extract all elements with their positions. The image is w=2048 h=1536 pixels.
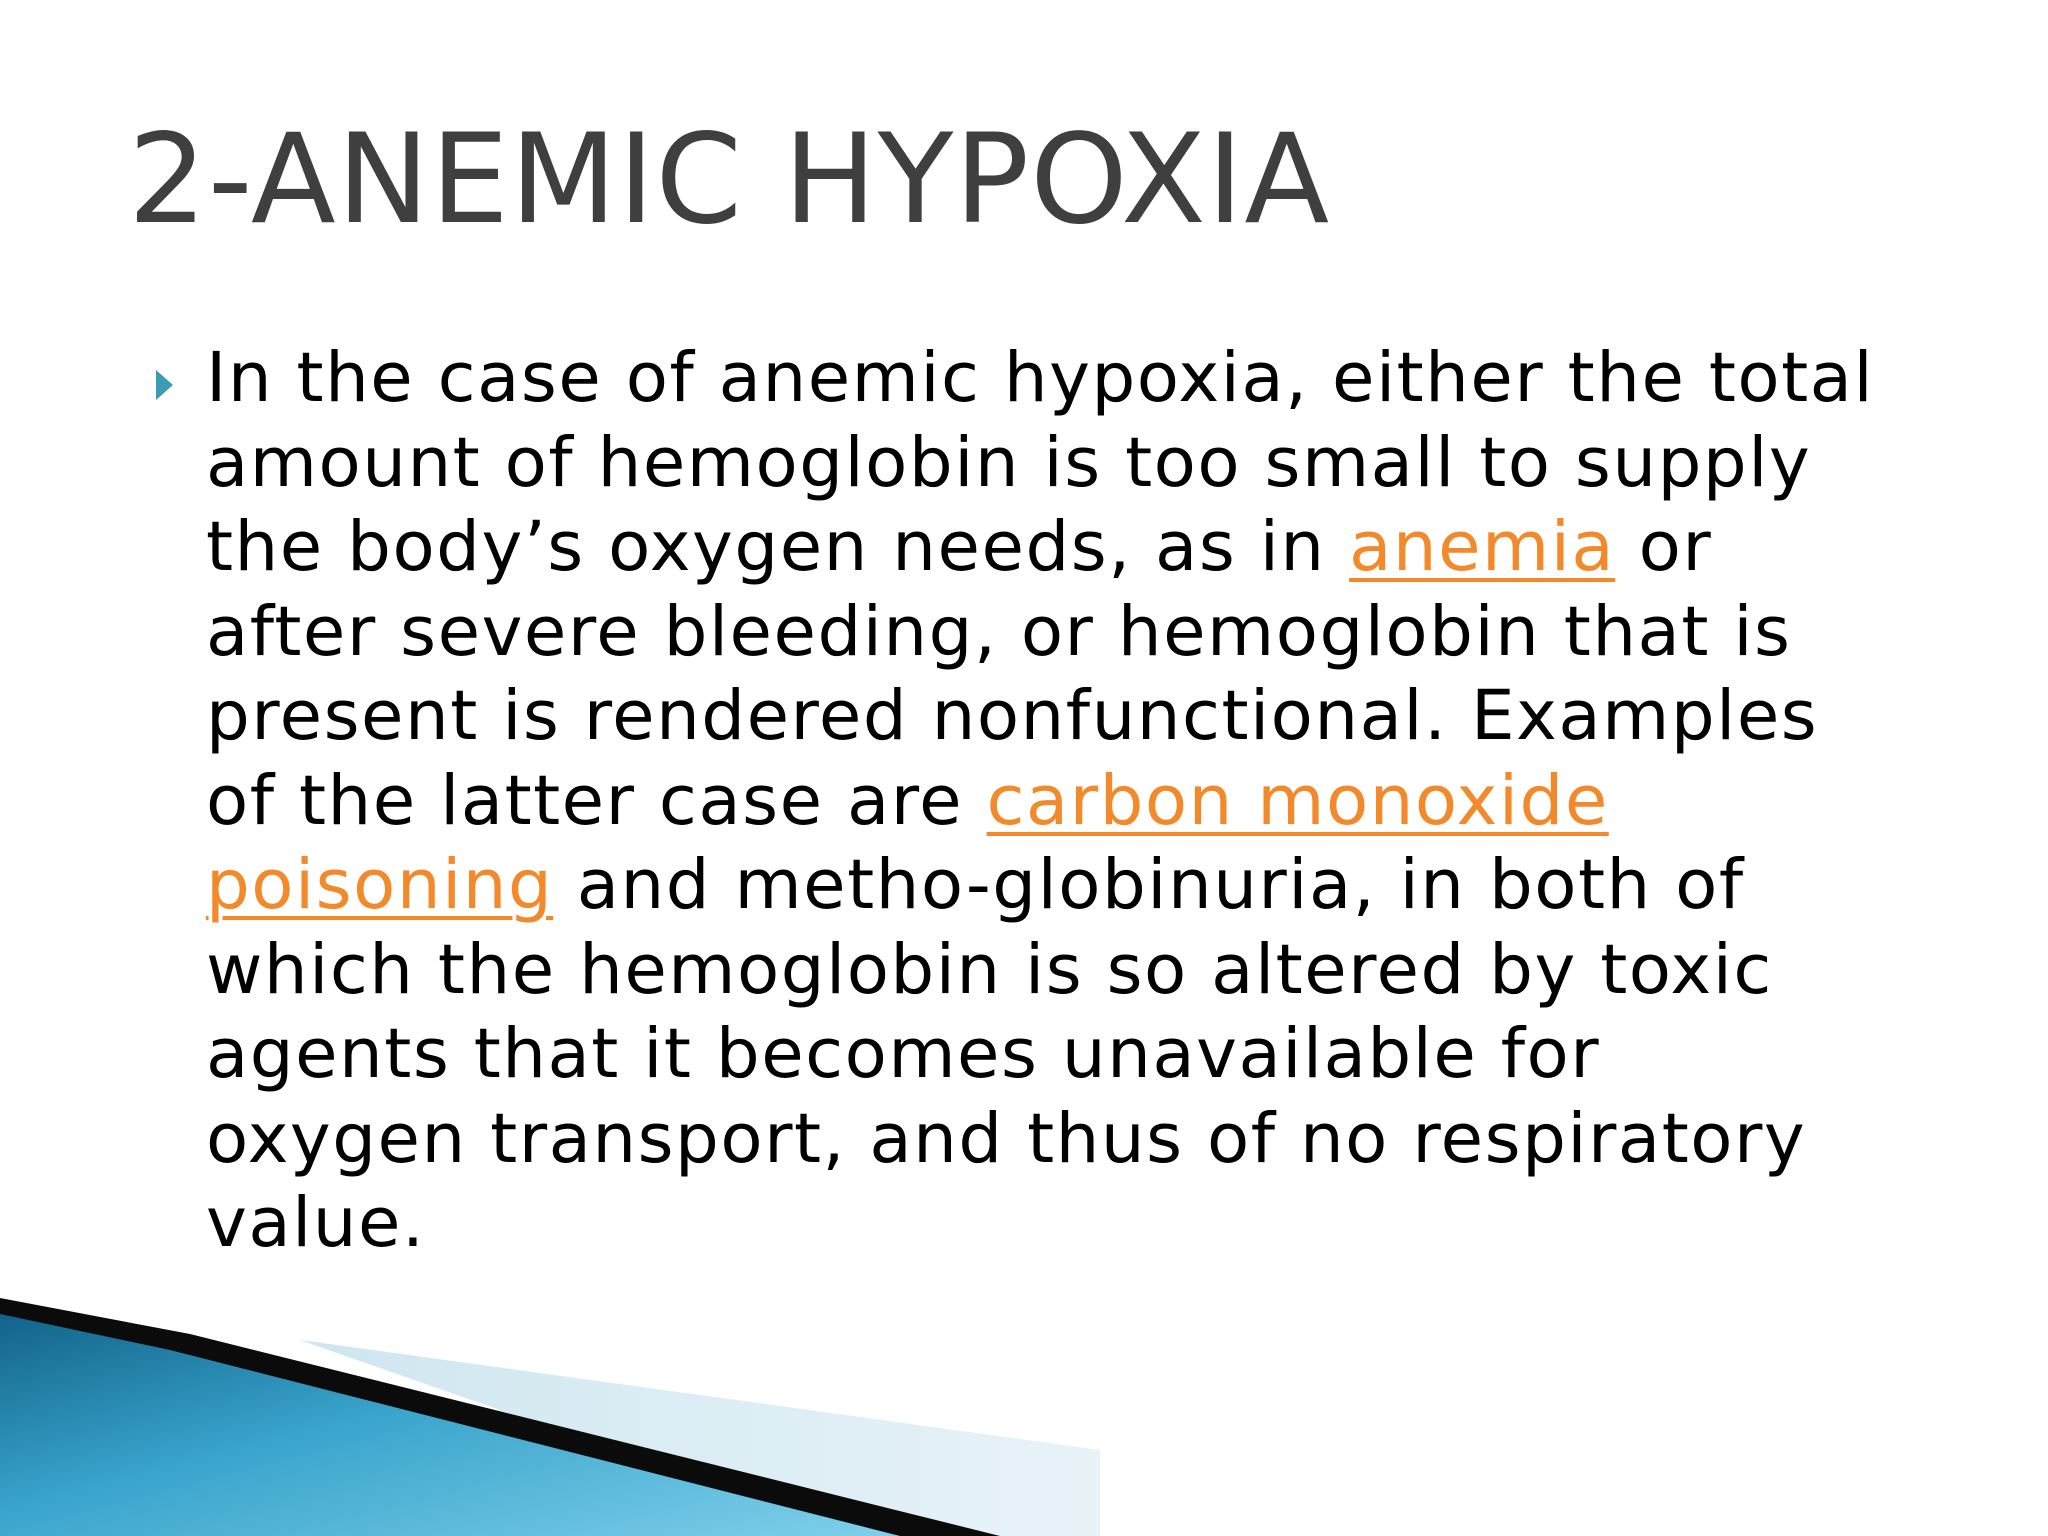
text-line [206,928,1946,1013]
text-segment: present is rendered nonfunctional. Examples [206,676,1819,756]
slide-title: 2-ANEMIC HYPOXIA [128,108,1331,252]
text-segment: the body’s oxygen needs, as in [206,507,1350,587]
text-line [206,843,1946,928]
text-line [206,505,1946,590]
text-line [206,759,1946,844]
corner-swoosh-decoration [0,1280,1100,1536]
text-segment: oxygen transport, and thus of no respiratory [206,1098,1807,1179]
bullet-text [206,336,1946,1266]
hyperlink[interactable]: anemia [1349,507,1616,587]
hyperlink[interactable]: poisoning [206,845,554,925]
triangle-bullet-icon [156,370,173,400]
text-line [206,336,1946,421]
text-segment: and metho-globinuria, in both of [553,845,1745,925]
hyperlink[interactable]: carbon monoxide [986,760,1609,841]
text-line [206,590,1946,675]
text-line [206,1012,1946,1097]
text-line [206,1097,1946,1182]
text-segment: In the case of anemic hypoxia, either the total [206,338,1875,418]
text-segment: which the hemoglobin is so altered by toxic [206,929,1773,1010]
text-segment: value. [206,1183,426,1263]
text-segment: amount of hemoglobin is too small to supply [206,422,1812,503]
text-line [206,674,1946,759]
text-line [206,421,1946,506]
text-segment: or [1615,507,1713,587]
text-segment: of the latter case are [206,760,987,841]
text-segment: agents that it becomes unavailable for [206,1014,1601,1094]
text-line [206,1181,1946,1266]
text-segment: after severe bleeding, or hemoglobin that is [206,591,1792,672]
